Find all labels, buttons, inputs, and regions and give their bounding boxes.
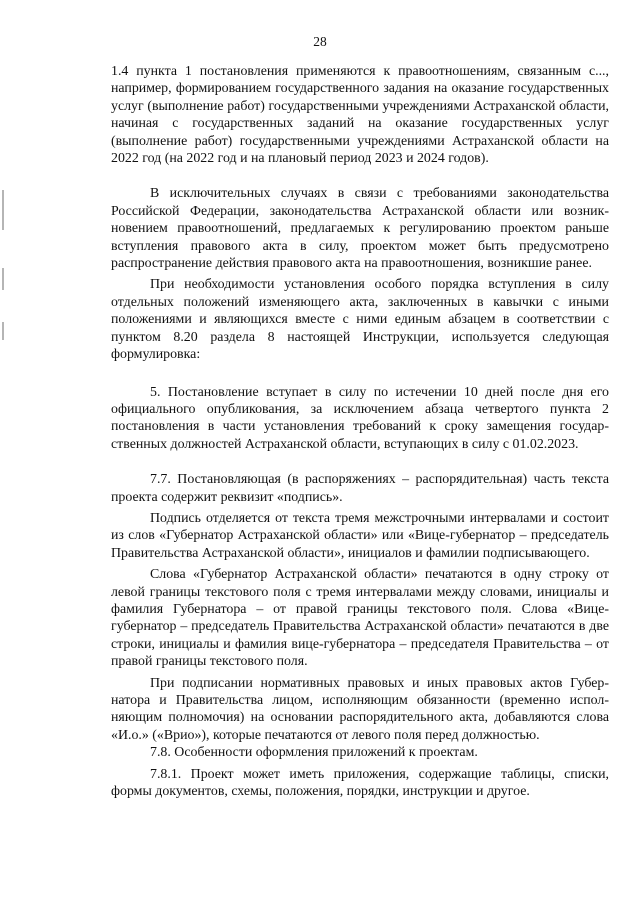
paragraph-continuation: 1.4 пункта 1 постановления применяются к правоотношениям, связанным с..., например, формированием государственного задания на оказание государственных услуг (выполнение работ) государственными учреждениями Астраханской области, начиная с государственных заданий на оказание государственных услуг (выполнение работ) государственными учреждениями Астраханской области на 2022 год (на 2022 год и на плановый период 2023 и 2024 годов). [111, 64, 609, 167]
paragraph-section-7-8: 7.8. Особенности оформления приложений к проектам. [150, 745, 478, 761]
paragraph-acting-signature: При подписании нормативных правовых и иных правовых актов Губернатора и Правительства лицом, исполняющим обязанности (временно исполняющим полномочия) на основании распорядительного акта, добавляются слова «И.о.» («Врио»), которые печатаются от левого поля перед должностью. [111, 675, 609, 743]
paragraph-governor-words: Слова «Губернатор Астраханской области» печатаются в одну строку от левой границы текстового поля с тремя интервалами между словами, инициалы и фамилия Губернатора – от правой границы текстового поля. Слова «Вице-губернатор – председатель Правительства Астраханской области» печатаются в две строки, инициалы и фамилия вице-губернатора – председателя Правительства – от правой границы текстового поля. [111, 567, 609, 670]
scan-edge-marks [0, 0, 8, 905]
paragraph-signature: Подпись отделяется от текста тремя межстрочными интервалами и состоит из слов «Губернатор Астраханской области» или «Вице-губернатор – председатель Правительства Астраханской области», инициалов и фамилии подписывающего. [111, 510, 609, 561]
scan-edge-mark [2, 322, 4, 340]
page-number: 28 [313, 34, 327, 49]
paragraph-section-7-7: 7.7. Постановляющая (в распоряжениях – распорядительная) часть текста проекта содержит реквизит «подпись». [111, 472, 609, 505]
scan-edge-mark [2, 190, 4, 230]
paragraph-exceptional-cases: В исключительных случаях в связи с требованиями законодательства Российской Федерации, законодательства Астраханской области или возникновением правоотношений, предлагаемых к регулированию проектом раньше вступления правового акта в силу, проектом может быть предусмотрено распространение действия правового акта на правоотношения, возникшие ранее. [111, 186, 609, 272]
paragraph-example-formulation: 5. Постановление вступает в силу по истечении 10 дней после дня его официального опубликования, за исключением абзаца четвертого пункта 2 постановления в части установления требований к сроку замещения государственных должностей Астраханской области, вступающих в силу с 01.02.2023. [111, 384, 609, 452]
document-body [111, 63, 609, 800]
scan-edge-mark [2, 268, 4, 290]
paragraph-section-7-8-1: 7.8.1. Проект может иметь приложения, содержащие таблицы, списки, формы документов, схемы, положения, порядки, инструкции и другое. [111, 766, 609, 800]
paragraph-special-order: При необходимости установления особого порядка вступления в силу отдельных положений изменяющего акта, заключенных в кавычки с иными положениями и являющихся вместе с ними единым абзацем в соответствии с пунктом 8.20 раздела 8 настоящей Инструкции, используется следующая формулировка: [111, 277, 609, 363]
